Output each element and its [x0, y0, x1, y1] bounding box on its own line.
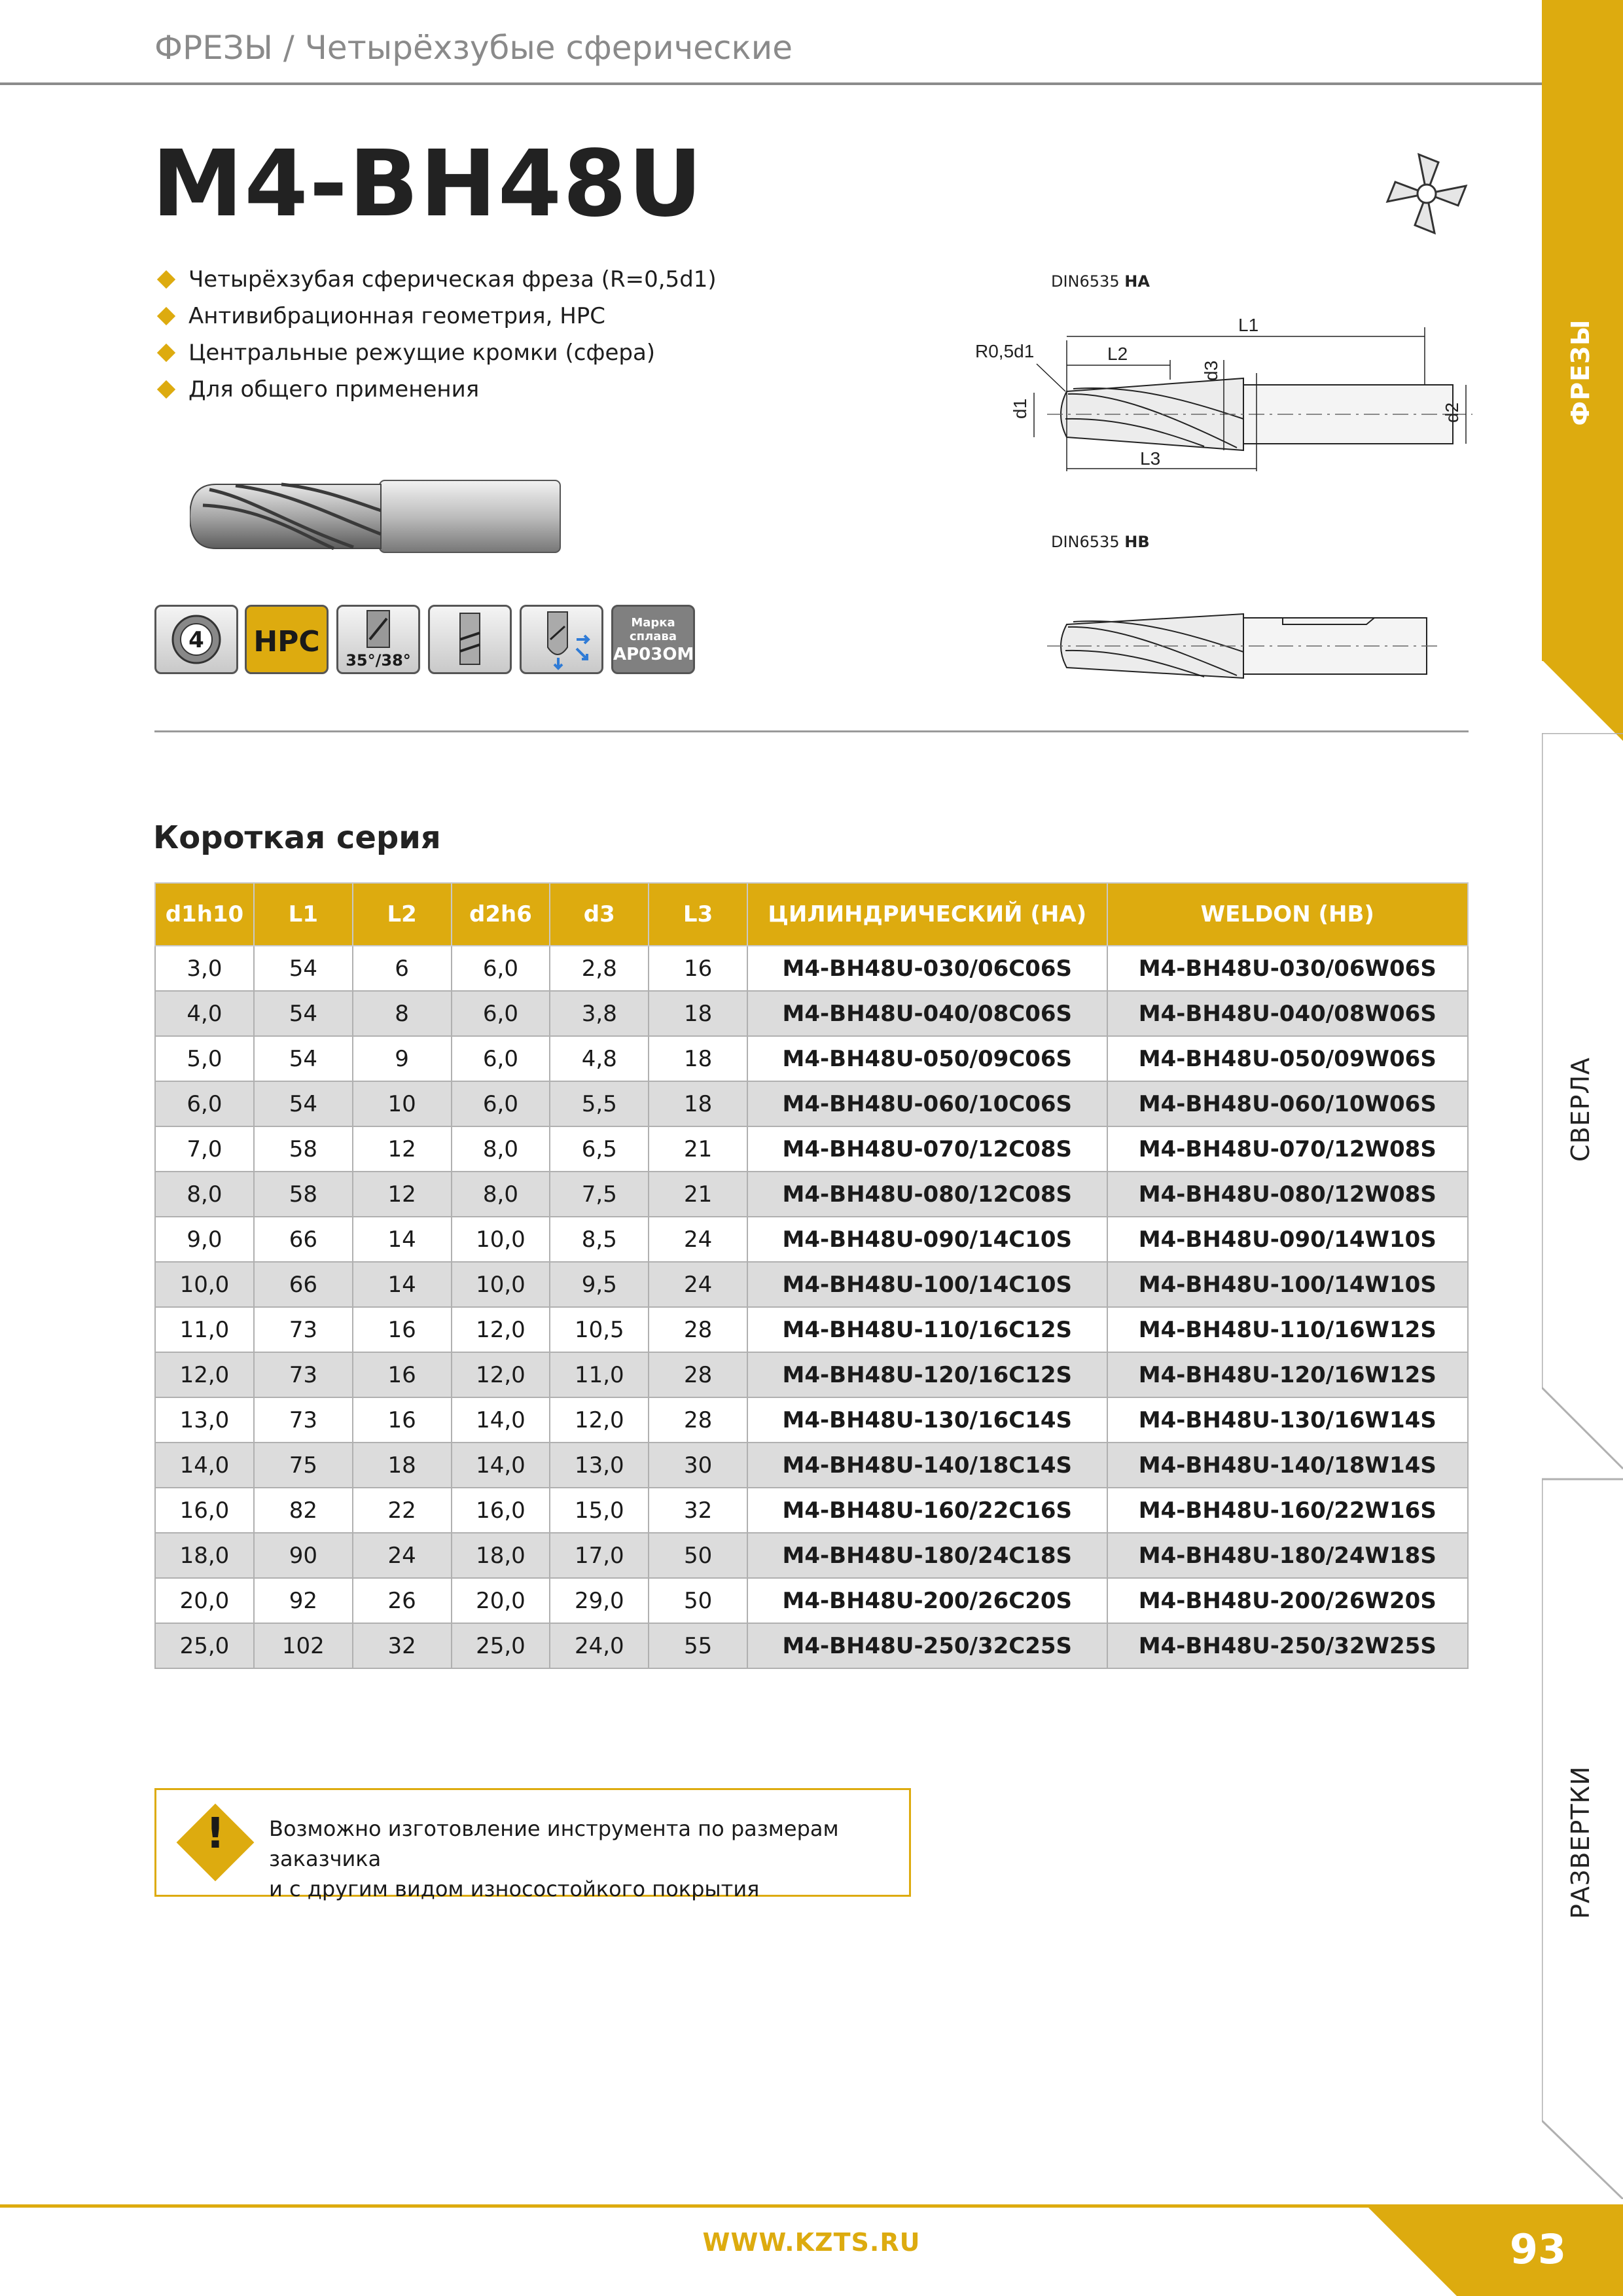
dimension-cell: 20,0 — [155, 1578, 254, 1623]
ball-nose-direction-icon — [522, 607, 601, 672]
order-code-cell: M4-BH48U-130/16W14S — [1107, 1397, 1468, 1443]
dimension-cell: 10,5 — [550, 1307, 649, 1352]
feature-item: Антивибрационная геометрия, HPC — [157, 304, 717, 329]
dimension-cell: 102 — [254, 1623, 353, 1668]
dimension-cell: 21 — [649, 1172, 747, 1217]
bullet-diamond-icon — [157, 270, 175, 289]
dimension-cell: 58 — [254, 1172, 353, 1217]
ball-nose-badge — [520, 605, 603, 674]
dimension-cell: 16 — [353, 1397, 452, 1443]
tab-sverla[interactable]: СВЕРЛА — [1566, 1056, 1595, 1162]
custom-order-note — [154, 1788, 911, 1901]
dimension-cell: 6,5 — [550, 1126, 649, 1172]
note-text: Возможно изготовление инструмента по размерам заказчика и с другим видом износостойкого покрытия — [269, 1816, 839, 1901]
dimension-cell: 25,0 — [155, 1623, 254, 1668]
table-header-cell: WELDON (HB) — [1107, 883, 1468, 946]
dimension-cell: 12,0 — [155, 1352, 254, 1397]
carbide-grade-badge: Марка сплава AP03OM — [611, 605, 695, 674]
dimension-cell: 3,8 — [550, 991, 649, 1036]
dimension-cell: 13,0 — [550, 1443, 649, 1488]
order-code-cell: M4-BH48U-040/08C06S — [747, 991, 1107, 1036]
dimension-cell: 73 — [254, 1307, 353, 1352]
order-code-cell: M4-BH48U-050/09C06S — [747, 1036, 1107, 1081]
dimension-cell: 73 — [254, 1352, 353, 1397]
dimension-cell: 6,0 — [452, 946, 550, 991]
order-code-cell: M4-BH48U-070/12W08S — [1107, 1126, 1468, 1172]
table-header-cell: L1 — [254, 883, 353, 946]
table-row — [155, 1081, 1468, 1126]
order-code-cell: M4-BH48U-090/14W10S — [1107, 1217, 1468, 1262]
table-header-cell: d3 — [550, 883, 649, 946]
footer-divider — [0, 2204, 1542, 2208]
table-row — [155, 1488, 1468, 1533]
dimension-cell: 18,0 — [452, 1533, 550, 1578]
din-ha-label: DIN6535 HA — [1051, 272, 1150, 291]
table-row — [155, 1307, 1468, 1352]
dimension-cell: 8 — [353, 991, 452, 1036]
order-code-cell: M4-BH48U-080/12W08S — [1107, 1172, 1468, 1217]
dimension-cell: 73 — [254, 1397, 353, 1443]
dimension-cell: 8,0 — [452, 1126, 550, 1172]
order-code-cell: M4-BH48U-180/24C18S — [747, 1533, 1107, 1578]
dimension-cell: 22 — [353, 1488, 452, 1533]
dimension-cell: 8,0 — [452, 1172, 550, 1217]
dimension-cell: 7,0 — [155, 1126, 254, 1172]
table-row — [155, 1623, 1468, 1668]
dimension-cell: 90 — [254, 1533, 353, 1578]
dimension-cell: 3,0 — [155, 946, 254, 991]
table-row — [155, 1262, 1468, 1307]
dimension-cell: 4,0 — [155, 991, 254, 1036]
table-row — [155, 991, 1468, 1036]
table-header-cell: d1h10 — [155, 883, 254, 946]
dimension-cell: 24,0 — [550, 1623, 649, 1668]
order-code-cell: M4-BH48U-090/14C10S — [747, 1217, 1107, 1262]
dimension-cell: 6 — [353, 946, 452, 991]
table-row — [155, 946, 1468, 991]
dimension-cell: 11,0 — [550, 1352, 649, 1397]
table-header-cell: d2h6 — [452, 883, 550, 946]
order-code-cell: M4-BH48U-030/06C06S — [747, 946, 1107, 991]
dimension-cell: 14,0 — [155, 1443, 254, 1488]
dimension-cell: 18 — [649, 991, 747, 1036]
dimension-cell: 10,0 — [452, 1262, 550, 1307]
spec-table — [154, 882, 1469, 1669]
order-code-cell: M4-BH48U-250/32W25S — [1107, 1623, 1468, 1668]
dimension-cell: 29,0 — [550, 1578, 649, 1623]
dimension-cell: 6,0 — [452, 1081, 550, 1126]
dimension-cell: 50 — [649, 1533, 747, 1578]
dimension-cell: 24 — [353, 1533, 452, 1578]
table-row — [155, 1172, 1468, 1217]
order-code-cell: M4-BH48U-030/06W06S — [1107, 946, 1468, 991]
dim-d1-label: d1 — [1010, 398, 1030, 419]
dimension-cell: 16 — [353, 1352, 452, 1397]
order-code-cell: M4-BH48U-040/08W06S — [1107, 991, 1468, 1036]
dimension-cell: 26 — [353, 1578, 452, 1623]
order-code-cell: M4-BH48U-120/16C12S — [747, 1352, 1107, 1397]
table-header-cell: L3 — [649, 883, 747, 946]
dimension-cell: 9 — [353, 1036, 452, 1081]
page-number-background — [1365, 2204, 1623, 2296]
dim-d3-label: d3 — [1201, 360, 1221, 381]
weldon-shank-drawing — [1047, 602, 1440, 687]
dimension-cell: 13,0 — [155, 1397, 254, 1443]
order-code-cell: M4-BH48U-160/22C16S — [747, 1488, 1107, 1533]
feature-item: Четырёхзубая сферическая фреза (R=0,5d1) — [157, 267, 717, 292]
dimension-cell: 54 — [254, 946, 353, 991]
dimension-cell: 9,5 — [550, 1262, 649, 1307]
table-row — [155, 1443, 1468, 1488]
dimension-cell: 16 — [649, 946, 747, 991]
dimension-cell: 5,5 — [550, 1081, 649, 1126]
dim-d2-label: d2 — [1442, 402, 1462, 423]
hpc-badge: HPC — [245, 605, 329, 674]
breadcrumb: ФРЕЗЫ / Четырёхзубые сферические — [154, 29, 793, 67]
order-code-cell: M4-BH48U-200/26W20S — [1107, 1578, 1468, 1623]
dimension-cell: 12,0 — [452, 1307, 550, 1352]
dimension-cell: 7,5 — [550, 1172, 649, 1217]
svg-text:4: 4 — [188, 627, 204, 653]
dimension-cell: 75 — [254, 1443, 353, 1488]
table-row — [155, 1533, 1468, 1578]
feature-item: Для общего применения — [157, 377, 717, 402]
dimension-cell: 66 — [254, 1217, 353, 1262]
order-code-cell: M4-BH48U-110/16W12S — [1107, 1307, 1468, 1352]
warning-exclamation-icon: ! — [205, 1810, 225, 1858]
dimension-cell: 28 — [649, 1397, 747, 1443]
table-row — [155, 1126, 1468, 1172]
dimension-cell: 9,0 — [155, 1217, 254, 1262]
dimension-cell: 54 — [254, 1081, 353, 1126]
dim-l1-label: L1 — [1238, 315, 1259, 335]
table-header-cell: ЦИЛИНДРИЧЕСКИЙ (HA) — [747, 883, 1107, 946]
page-number: 93 — [1509, 2225, 1567, 2273]
order-code-cell: M4-BH48U-160/22W16S — [1107, 1488, 1468, 1533]
dimension-cell: 6,0 — [155, 1081, 254, 1126]
dimension-cell: 6,0 — [452, 1036, 550, 1081]
dim-l3-label: L3 — [1140, 448, 1161, 469]
header-divider — [0, 82, 1542, 85]
feature-list — [157, 267, 717, 414]
end-view-icon — [1381, 148, 1472, 240]
end-mill-photo — [190, 471, 576, 563]
dimension-cell: 10,0 — [155, 1262, 254, 1307]
dimension-cell: 24 — [649, 1262, 747, 1307]
dimension-cell: 32 — [649, 1488, 747, 1533]
feature-item: Центральные режущие кромки (сфера) — [157, 340, 717, 365]
dimension-cell: 14 — [353, 1217, 452, 1262]
dimension-cell: 50 — [649, 1578, 747, 1623]
order-code-cell: M4-BH48U-060/10C06S — [747, 1081, 1107, 1126]
dimension-cell: 6,0 — [452, 991, 550, 1036]
table-header-cell: L2 — [353, 883, 452, 946]
dimension-cell: 16,0 — [452, 1488, 550, 1533]
dimension-cell: 14 — [353, 1262, 452, 1307]
order-code-cell: M4-BH48U-110/16C12S — [747, 1307, 1107, 1352]
order-code-cell: M4-BH48U-250/32C25S — [747, 1623, 1107, 1668]
section-title: Короткая серия — [153, 819, 441, 856]
dimension-cell: 54 — [254, 1036, 353, 1081]
tab-frezy[interactable]: ФРЕЗЫ — [1566, 319, 1595, 426]
bullet-diamond-icon — [157, 380, 175, 399]
dimension-cell: 28 — [649, 1352, 747, 1397]
dim-r-label: R0,5d1 — [975, 341, 1035, 361]
dimension-cell: 8,5 — [550, 1217, 649, 1262]
order-code-cell: M4-BH48U-100/14W10S — [1107, 1262, 1468, 1307]
dimension-cell: 14,0 — [452, 1443, 550, 1488]
helix-angle-icon — [338, 607, 418, 653]
dimension-cell: 21 — [649, 1126, 747, 1172]
dimension-cell: 66 — [254, 1262, 353, 1307]
dimension-cell: 4,8 — [550, 1036, 649, 1081]
side-tab-active-corner — [1542, 660, 1623, 741]
dimension-cell: 8,0 — [155, 1172, 254, 1217]
dimension-cell: 28 — [649, 1307, 747, 1352]
order-code-cell: M4-BH48U-140/18W14S — [1107, 1443, 1468, 1488]
dimension-cell: 10 — [353, 1081, 452, 1126]
order-code-cell: M4-BH48U-070/12C08S — [747, 1126, 1107, 1172]
dimension-cell: 82 — [254, 1488, 353, 1533]
product-title: M4-BH48U — [152, 131, 704, 238]
shank-type-badge — [428, 605, 512, 674]
tab-razvertki[interactable]: РАЗВЕРТКИ — [1566, 1766, 1595, 1919]
order-code-cell: M4-BH48U-080/12C08S — [747, 1172, 1107, 1217]
dimension-cell: 12,0 — [550, 1397, 649, 1443]
dimension-cell: 20,0 — [452, 1578, 550, 1623]
dimension-cell: 15,0 — [550, 1488, 649, 1533]
section-divider — [154, 730, 1469, 732]
dimension-cell: 30 — [649, 1443, 747, 1488]
order-code-cell: M4-BH48U-060/10W06S — [1107, 1081, 1468, 1126]
din-hb-label: DIN6535 HB — [1051, 533, 1150, 551]
order-code-cell: M4-BH48U-120/16W12S — [1107, 1352, 1468, 1397]
dimension-cell: 18 — [649, 1081, 747, 1126]
teeth-count-badge — [154, 605, 238, 674]
dimension-cell: 92 — [254, 1578, 353, 1623]
dimension-cell: 12 — [353, 1172, 452, 1217]
dimension-cell: 54 — [254, 991, 353, 1036]
dimension-cell: 12 — [353, 1126, 452, 1172]
order-code-cell: M4-BH48U-140/18C14S — [747, 1443, 1107, 1488]
dimension-cell: 16,0 — [155, 1488, 254, 1533]
helix-angle-badge: 35°/38° — [336, 605, 420, 674]
order-code-cell: M4-BH48U-050/09W06S — [1107, 1036, 1468, 1081]
dimension-cell: 17,0 — [550, 1533, 649, 1578]
dimension-cell: 32 — [353, 1623, 452, 1668]
dimension-cell: 5,0 — [155, 1036, 254, 1081]
dimension-cell: 58 — [254, 1126, 353, 1172]
four-flute-icon — [156, 607, 236, 672]
table-row — [155, 1036, 1468, 1081]
table-row — [155, 1397, 1468, 1443]
tool-dimension-drawing — [969, 308, 1479, 484]
table-row — [155, 1352, 1468, 1397]
dimension-cell: 14,0 — [452, 1397, 550, 1443]
dimension-cell: 18 — [353, 1443, 452, 1488]
dimension-cell: 12,0 — [452, 1352, 550, 1397]
dim-l2-label: L2 — [1107, 344, 1128, 364]
dimension-cell: 2,8 — [550, 946, 649, 991]
bullet-diamond-icon — [157, 307, 175, 325]
table-row — [155, 1578, 1468, 1623]
website-link[interactable]: WWW.KZTS.RU — [702, 2228, 921, 2257]
order-code-cell: M4-BH48U-200/26C20S — [747, 1578, 1107, 1623]
bullet-diamond-icon — [157, 344, 175, 362]
table-row — [155, 1217, 1468, 1262]
dimension-cell: 25,0 — [452, 1623, 550, 1668]
dimension-cell: 18 — [649, 1036, 747, 1081]
table-header-row — [155, 883, 1468, 946]
dimension-cell: 24 — [649, 1217, 747, 1262]
dimension-cell: 16 — [353, 1307, 452, 1352]
order-code-cell: M4-BH48U-100/14C10S — [747, 1262, 1107, 1307]
cutter-profile-icon — [430, 607, 510, 672]
dimension-cell: 55 — [649, 1623, 747, 1668]
dimension-cell: 11,0 — [155, 1307, 254, 1352]
order-code-cell: M4-BH48U-130/16C14S — [747, 1397, 1107, 1443]
dimension-cell: 10,0 — [452, 1217, 550, 1262]
dimension-cell: 18,0 — [155, 1533, 254, 1578]
order-code-cell: M4-BH48U-180/24W18S — [1107, 1533, 1468, 1578]
